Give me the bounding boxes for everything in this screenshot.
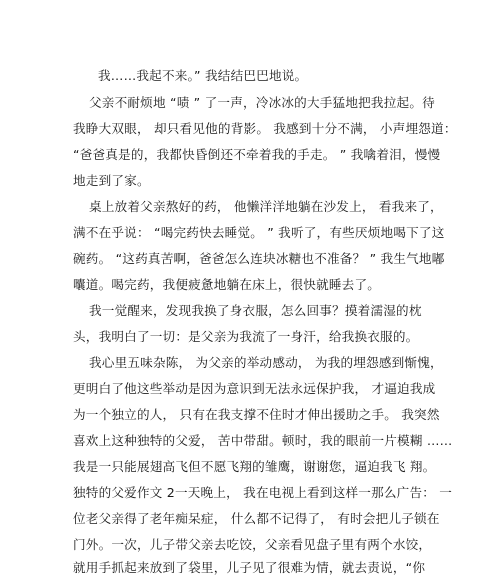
text-line: 我……我起不来。” 我结结巴巴地说。	[98, 68, 308, 83]
text-line: 桌上放着父亲熬好的药， 他懒洋洋地躺在沙发上， 看我来了，	[89, 199, 443, 214]
text-line: 地走到了家。	[73, 173, 150, 188]
text-line: 囔道。喝完药，我便疲惫地躺在床上，很快就睡去了。	[73, 277, 381, 292]
text-line: 就用手抓起来放到了袋里，儿子见了很难为情，就去责说，“你	[73, 560, 426, 575]
text-line: 我心里五味杂陈， 为父亲的举动感动， 为我的埋怨感到惭愧，	[89, 355, 443, 370]
text-line: 位老父亲得了老年痴呆症， 什么都不记得了， 有时会把儿子锁在	[73, 511, 440, 526]
text-line: 满不在乎说： “喝完药快去睡觉。 ” 我听了，有些厌烦地喝下了这	[73, 225, 445, 240]
text-line: 更明白了他这些举动是因为意识到无法永远保护我， 才逼迫我成	[73, 381, 436, 396]
text-line: 碗药。 “这药真苦啊，爸爸怎么连块冰糖也不准备？ ” 我生气地嘟	[73, 251, 445, 266]
text-line: 我是一只能展翅高飞但不愿飞翔的雏鹰，谢谢您，逼迫我飞 翔。	[73, 459, 436, 474]
text-line: 为一个独立的人， 只有在我支撑不住时才伸出援助之手。 我突然	[73, 407, 440, 422]
text-line: 门外。一次，儿子带父亲去吃饺，父亲看见盘子里有两个水饺，	[73, 537, 432, 552]
text-line: 我一觉醒来，发现我换了身衣服，怎么回事？摸着濡湿的枕	[89, 303, 422, 318]
text-line: 父亲不耐烦地 “啧 ” 了一声，冷冰冰的大手猛地把我拉起。待	[89, 95, 435, 110]
text-line: 喜欢上这种独特的父爱， 苦中带甜。顿时，我的眼前一片模糊 ……	[73, 433, 453, 448]
text-line: 头，我明白了一切：是父亲为我流了一身汗，给我换衣服的。	[73, 329, 419, 344]
text-line: “爸爸真是的，我都快昏倒还不牵着我的手走。 ” 我噙着泪，慢慢	[73, 147, 441, 162]
text-line: 独特的父爱作文 2一天晚上， 我在电视上看到这样一那么广告： 一	[73, 485, 453, 500]
text-line: 我睁大双眼， 却只看见他的背影。 我感到十分不满， 小声埋怨道：	[73, 121, 457, 136]
